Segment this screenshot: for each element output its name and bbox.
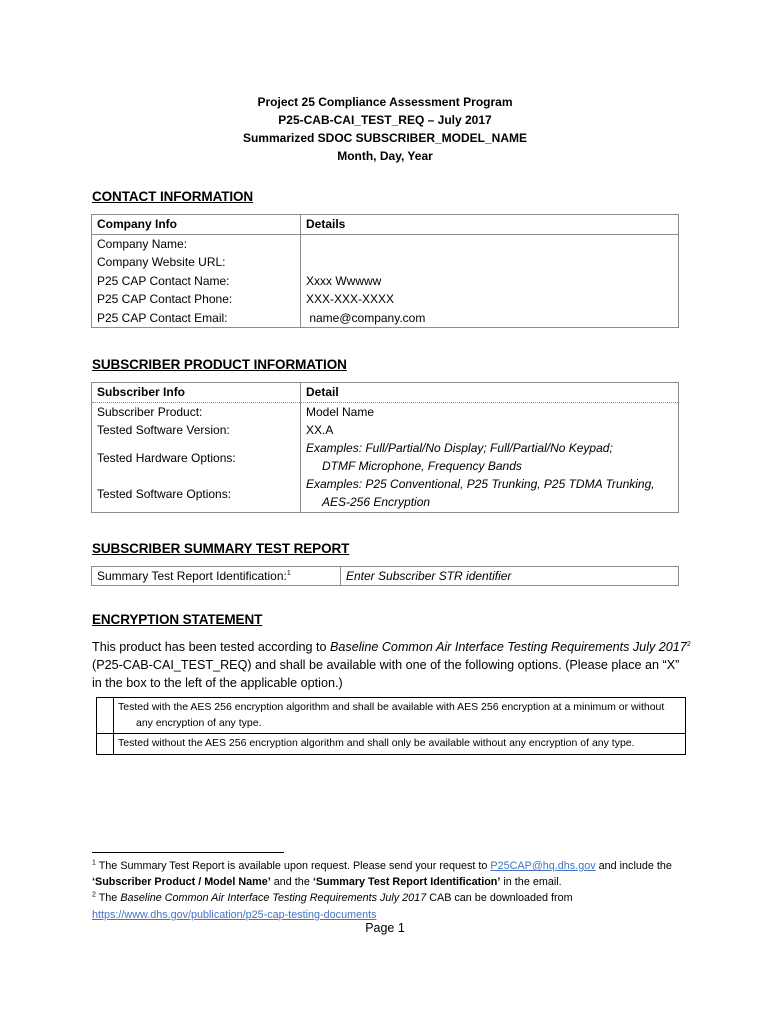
company-name-label: Company Name:	[92, 234, 301, 253]
subscriber-product-value[interactable]: Model Name	[306, 404, 375, 419]
table-row	[92, 421, 679, 440]
software-options-label: Tested Software Options:	[92, 476, 301, 513]
footnote-ref-2: 2	[686, 640, 691, 648]
hardware-options-value[interactable]	[301, 440, 679, 476]
table-row	[92, 290, 679, 309]
footnote-1-bold-2: ‘Summary Test Report Identification’	[312, 876, 501, 889]
table-row	[92, 440, 679, 476]
option-aes-checkbox[interactable]	[97, 698, 114, 734]
contact-col2-header: Details	[301, 215, 679, 235]
doc-title-line1: Project 25 Compliance Assessment Program	[257, 95, 513, 109]
footnote-ref-1: 1	[286, 570, 291, 577]
footnote-1-text-c: and the	[270, 876, 313, 889]
encryption-paragraph	[92, 638, 692, 693]
footnote-download-link[interactable]: https://www.dhs.gov/publication/p25-cap-testing-documents	[92, 908, 377, 921]
subscriber-header-row	[92, 383, 679, 403]
subscriber-col2-header: Detail	[301, 383, 679, 403]
footnote-2	[92, 890, 692, 922]
table-row	[97, 698, 686, 734]
table-row	[92, 309, 679, 328]
footnote-2-italic: Baseline Common Air Interface Testing Requirements July 2017	[120, 892, 427, 905]
contact-phone-label: P25 CAP Contact Phone:	[92, 290, 301, 309]
footnote-1-text-d: in the email.	[500, 876, 562, 889]
table-row	[92, 567, 679, 586]
footnote-1	[92, 858, 692, 890]
contact-name-label: P25 CAP Contact Name:	[92, 272, 301, 291]
footnote-1-number: 1	[92, 859, 96, 867]
company-website-value[interactable]	[301, 253, 679, 272]
contact-email-label: P25 CAP Contact Email:	[92, 309, 301, 328]
doc-title-line2: P25-CAB-CAI_TEST_REQ – July 2017	[278, 113, 492, 127]
option-no-aes-checkbox[interactable]	[97, 734, 114, 755]
subscriber-section-title: SUBSCRIBER PRODUCT INFORMATION	[92, 357, 347, 372]
footnote-2-text-a: The	[95, 892, 121, 905]
table-row	[92, 402, 679, 421]
contact-name-value[interactable]: Xxxx Wwwww	[306, 273, 382, 288]
contact-email-value[interactable]: name@company.com	[306, 310, 426, 325]
option-aes-text	[114, 698, 686, 734]
footnote-1-bold-1: ‘Subscriber Product / Model Name’	[92, 876, 271, 889]
contact-table	[91, 214, 679, 328]
software-version-label: Tested Software Version:	[92, 421, 301, 440]
encryption-text-b: (P25-CAB-CAI_TEST_REQ) and shall be available with one of the following options. (Please place an “X” in the box to the left of the applicable option.)	[92, 658, 680, 691]
doc-date: Month, Day, Year	[337, 149, 433, 163]
contact-section-title: CONTACT INFORMATION	[92, 189, 254, 204]
option-no-aes-text	[114, 734, 686, 755]
footnote-divider	[92, 852, 284, 853]
hardware-options-line1: Examples: Full/Partial/No Display; Full/Partial/No Keypad;	[306, 441, 613, 455]
summary-section-title: SUBSCRIBER SUMMARY TEST REPORT	[92, 541, 350, 556]
encryption-options-table	[96, 697, 686, 755]
contact-header-row	[92, 215, 679, 235]
software-version-value[interactable]: XX.A	[306, 423, 334, 438]
doc-title-line3: Summarized SDOC SUBSCRIBER_MODEL_NAME	[242, 131, 528, 145]
contact-phone-value[interactable]: XXX-XXX-XXXX	[306, 292, 395, 307]
hardware-options-label: Tested Hardware Options:	[92, 440, 301, 476]
footnote-1-text-a: The Summary Test Report is available upon request. Please send your request to	[95, 860, 491, 872]
page-number: Page 1	[365, 921, 405, 935]
table-row	[92, 234, 679, 253]
encryption-section-title: ENCRYPTION STATEMENT	[92, 612, 263, 627]
table-row	[92, 272, 679, 291]
contact-col1-header: Company Info	[92, 215, 301, 235]
company-website-label: Company Website URL:	[92, 253, 301, 272]
subscriber-table	[91, 382, 679, 513]
software-options-line1: Examples: P25 Conventional, P25 Trunking, P25 TDMA Trunking,	[306, 477, 655, 491]
option-no-aes-label: Tested without the AES 256 encryption algorithm and shall only be available without any encryption of any type.	[118, 737, 635, 749]
option-aes-label: Tested with the AES 256 encryption algorithm and shall be available with AES 256 encryption at a minimum or without any encryption of any type.	[118, 701, 665, 729]
software-options-line2: AES-256 Encryption	[322, 494, 431, 509]
summary-id-value[interactable]: Enter Subscriber STR identifier	[346, 569, 512, 583]
table-row	[97, 734, 686, 755]
footnote-2-number: 2	[92, 891, 96, 899]
subscriber-col1-header: Subscriber Info	[92, 383, 301, 403]
summary-id-label	[92, 567, 341, 586]
subscriber-product-label: Subscriber Product:	[92, 402, 301, 421]
footnote-1-text-b: and include the	[595, 860, 672, 872]
footnote-2-text-b: CAB can be downloaded from	[426, 892, 573, 905]
company-name-value[interactable]	[301, 234, 679, 253]
summary-id-label-text: Summary Test Report Identification:	[97, 569, 287, 583]
table-row	[92, 476, 679, 513]
encryption-text-italic: Baseline Common Air Interface Testing Requirements July 2017	[330, 640, 687, 654]
footnote-email-link[interactable]: P25CAP@hq.dhs.gov	[490, 860, 596, 872]
summary-table	[91, 566, 679, 586]
encryption-text-a: This product has been tested according to	[92, 640, 331, 654]
table-row	[92, 253, 679, 272]
hardware-options-line2: DTMF Microphone, Frequency Bands	[322, 458, 522, 473]
software-options-value[interactable]	[301, 476, 679, 513]
footnotes	[92, 858, 692, 923]
